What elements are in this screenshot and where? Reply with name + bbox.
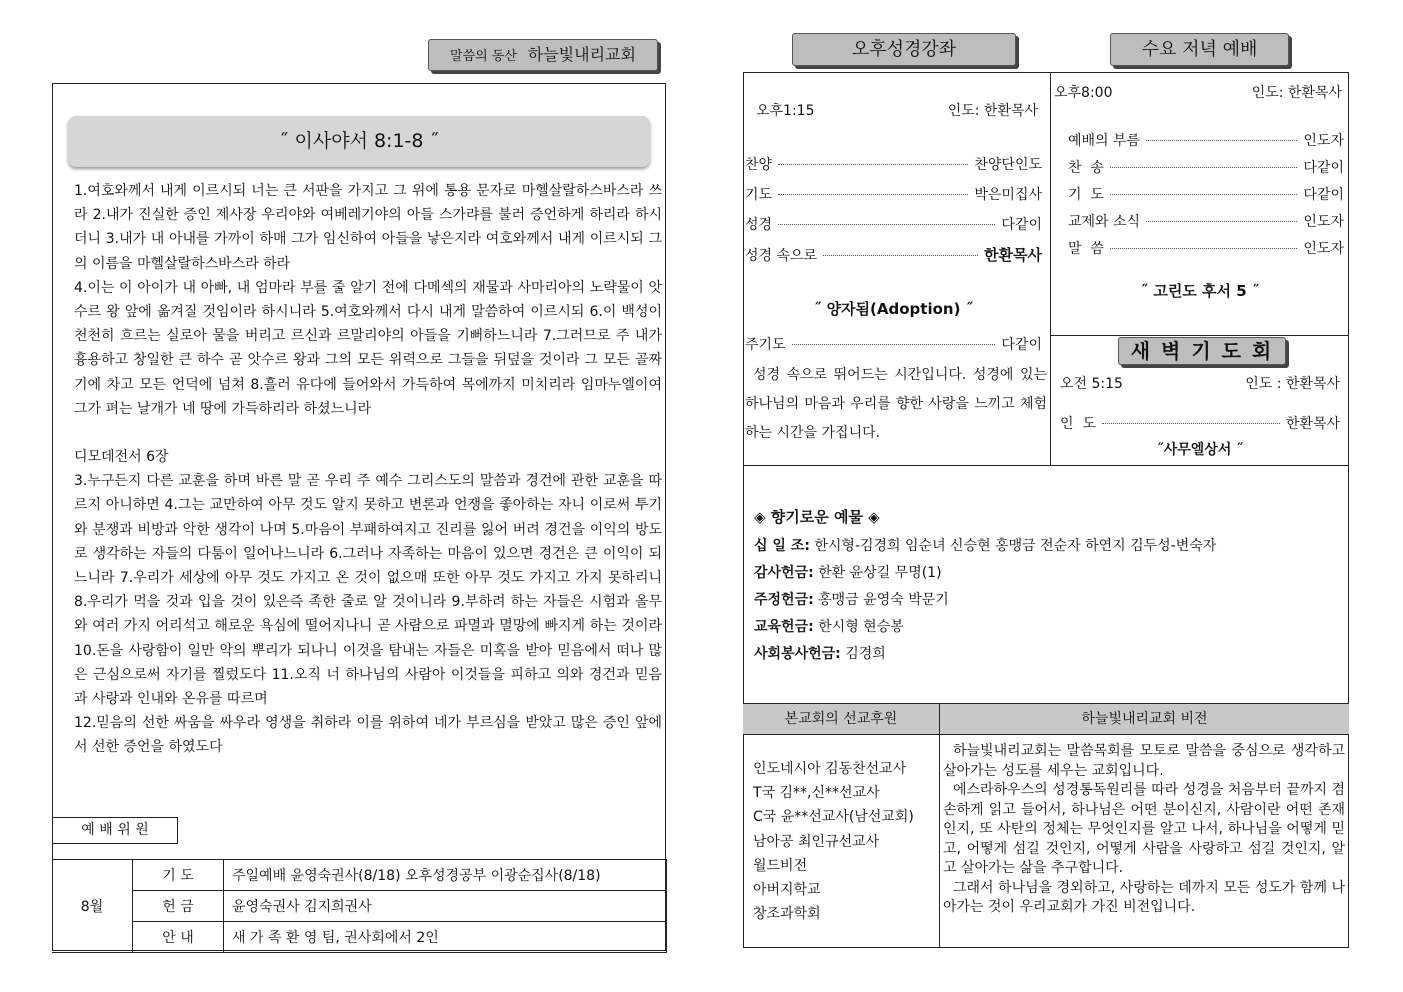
order-person: 다같이	[1303, 187, 1344, 203]
list-item	[754, 535, 1344, 562]
committee-value: 주일예배 윤영숙권사(8/18) 오후성경공부 이광순집사(8/18)	[224, 860, 667, 891]
dawn-time: 오전 5:15	[1060, 376, 1123, 392]
scripture-title-banner	[68, 116, 650, 167]
list-item: C국 윤**선교사(남선교회)	[753, 809, 914, 826]
order-person: 한환목사	[984, 246, 1042, 264]
order-item: 찬 송	[1068, 160, 1104, 176]
order-person: 인도자	[1303, 241, 1344, 257]
wednesday-topic: ˝ 고린도 후서 5 ˝	[1140, 282, 1260, 300]
wednesday-tag	[1110, 33, 1289, 66]
offering-heading: ◈ 향기로운 예물 ◈	[754, 508, 880, 526]
list-item: T국 김**,신**선교사	[753, 785, 880, 802]
afternoon-tag	[792, 33, 1016, 66]
offering-names: 한시형-김경희 임순녀 신승현 홍맹금 전순자 하연지 김두성-변숙자	[814, 538, 1217, 554]
offering-names: 김경희	[845, 646, 886, 662]
vision-paragraph: 하늘빛내리교회는 말씀목회를 모토로 말씀을 중심으로 생각하고 살아가는 성도를 세우는 교회입니다.	[943, 743, 1345, 779]
order-item: 찬양	[745, 157, 773, 173]
list-item: 아버지학교	[753, 882, 821, 899]
scripture-paragraph: 4.이는 이 아이가 내 아빠, 내 엄마라 부를 줄 알기 전에 다메섹의 재물과 사마리아의 노략물이 앗수르 왕 앞에 옮겨질 것임이라 하시니라 5.여호와께서 다시 내게 말씀하여 이르시되 6.이 백성이 천천히 흐르는 실로아 물을 버리고 르신과 르말리야의 아들을 기뻐하느니라 7.그러므로 주 내가 흉용하고 창일한 큰 하수 곧 앗수르 왕과 그의 모든 위력으로 그들을 뒤덮을 것이라 그 모든 골짜기에 차고 모든 언덕에 넘쳐 8.흘러 유다에 들어와서 가득하여 목에까지 미치리라 임마누엘이여 그가 펴는 날개가 네 땅에 가득하리라 하셨느니라	[74, 279, 662, 417]
order-row	[745, 214, 1042, 244]
scripture-title: ˝ 이사야서 8:1-8 ˝	[278, 130, 440, 152]
committee-role: 기 도	[133, 860, 224, 891]
dawn-tag	[1118, 337, 1286, 365]
order-item: 성경 속으로	[745, 248, 818, 264]
vision-paragraph: 그래서 하나님을 경외하고, 사랑하는 데까지 모든 성도가 함께 나아가는 것이 우리교회가 가진 비전입니다.	[943, 879, 1345, 915]
church-name: 하늘빛내리교회	[527, 45, 636, 64]
offering-names: 한시형 현승봉	[818, 619, 904, 635]
vision-text	[943, 742, 1345, 918]
wednesday-leader: 인도: 한환목사	[1251, 85, 1342, 101]
divider	[1050, 335, 1349, 336]
list-item	[754, 562, 1344, 589]
committee-label	[52, 817, 178, 844]
missions-heading: 본교회의 선교후원	[743, 704, 940, 734]
missions-vision-header	[743, 703, 1349, 735]
order-person: 다같이	[1001, 337, 1042, 353]
offering-label: 교육헌금:	[754, 619, 814, 635]
wednesday-time: 오후8:00	[1054, 85, 1113, 101]
scripture-text	[74, 179, 662, 760]
offering-names: 한환 윤상길 무명(1)	[818, 565, 942, 581]
divider	[1050, 72, 1051, 465]
order-item: 말 씀	[1068, 241, 1104, 257]
scripture-paragraph: 12.믿음의 선한 싸움을 싸우라 영생을 취하라 이를 위하여 네가 부르심을 받았고 많은 증인 앞에서 선한 증언을 하였도다	[74, 715, 662, 756]
order-row	[1068, 211, 1344, 238]
divider	[939, 734, 940, 948]
dawn-order-row	[1060, 413, 1340, 433]
offering-label: 십 일 조:	[754, 538, 810, 554]
wednesday-header	[1054, 82, 1342, 102]
afternoon-order	[745, 154, 1042, 274]
order-row	[1068, 157, 1344, 184]
order-item: 주기도	[745, 337, 786, 353]
committee-table	[52, 859, 667, 953]
committee-role: 헌 금	[133, 891, 224, 922]
afternoon-tag-text: 오후성경강좌	[851, 39, 957, 60]
offering-names: 홍맹금 윤영숙 박문기	[818, 592, 949, 608]
church-motto: 말씀의 동산	[450, 49, 517, 64]
vision-heading: 하늘빛내리교회 비전	[1081, 711, 1208, 727]
offering-label: 사회봉사헌금:	[754, 646, 841, 662]
scripture-paragraph: 3.누구든지 다른 교훈을 하며 바른 말 곧 우리 주 예수 그리스도의 말씀과 경건에 관한 교훈을 따르지 아니하면 4.그는 교만하여 아무 것도 알지 못하고 변론과 언쟁을 좋아하는 자니 이로써 투기와 분쟁과 비방과 악한 생각이 나며 5.마음이 부패하여지고 진리를 잃어 버려 경건을 이익의 방도로 생각하는 자들의 다툼이 일어나느니라 6.그러나 자족하는 마음이 있으면 경건은 큰 이익이 되느니라 7.우리가 세상에 아무 것도 가지고 온 것이 없으매 또한 아무 것도 가지고 가지 못하리니 8.우리가 먹을 것과 입을 것이 있은즉 족한 줄로 알 것이니라 9.부하려 하는 자들은 시험과 올무와 여러 가지 어리석고 해로운 욕심에 떨어지나니 곧 사람으로 파멸과 멸망에 빠지게 하는 것이라 10.돈을 사랑함이 일만 악의 뿌리가 되나니 이것을 탐내는 자들은 미혹을 받아 믿음에서 떠나 많은 근심으로써 자기를 찔렀도다 11.오직 너 하나님의 사람아 이것들을 피하고 의와 경건과 믿음과 사랑과 인내와 온유를 따르며	[74, 473, 662, 708]
order-row	[1068, 238, 1344, 265]
order-person: 박은미집사	[974, 187, 1042, 203]
list-item: 창조과학회	[753, 906, 821, 923]
divider	[743, 465, 1349, 466]
offering-list	[754, 535, 1344, 670]
list-item	[754, 589, 1344, 616]
wednesday-tag-text: 수요 저녁 예배	[1141, 39, 1258, 60]
dawn-topic: ˝사무엘상서 ˝	[1156, 442, 1244, 458]
offering-label: 주정헌금:	[754, 592, 814, 608]
afternoon-description: 성경 속으로 뛰어드는 시간입니다. 성경에 있는 하나님의 마음과 우리를 향한 사랑을 느끼고 체험하는 시간을 가집니다.	[745, 367, 1047, 441]
afternoon-time: 오후1:15	[756, 103, 815, 119]
church-name-tag	[428, 39, 658, 71]
list-item: 인도네시아 김동찬선교사	[753, 761, 907, 777]
dawn-header	[1060, 373, 1340, 393]
order-row	[745, 154, 1042, 184]
order-person: 인도자	[1303, 133, 1344, 149]
list-item: 월드비전	[753, 857, 808, 874]
order-person: 다같이	[1001, 217, 1042, 233]
afternoon-prayer-row	[745, 334, 1042, 354]
order-item: 기 도	[1068, 187, 1104, 203]
order-row	[1068, 184, 1344, 211]
order-item: 기도	[745, 187, 773, 203]
list-item: 남아공 최인규선교사	[753, 833, 880, 850]
order-item: 교제와 소식	[1068, 214, 1141, 230]
vision-paragraph: 에스라하우스의 성경통독원리를 따라 성경을 처음부터 끝까지 겸손하게 읽고 들어서, 하나님은 어떤 분이신지, 사람이란 어떤 존재인지, 또 사탄의 정체는 무엇인지를 알고 나서, 하나님을 어떻게 믿고, 어떻게 섬길 것인지, 어떻게 사람을 사랑하고 섬길 것인지, 알고 살아가는 삶을 추구합니다.	[943, 782, 1345, 876]
order-person: 인도자	[1303, 214, 1344, 230]
missions-list	[753, 757, 939, 926]
table-row	[52, 891, 667, 922]
offering-label: 감사헌금:	[754, 565, 814, 581]
order-row	[1068, 130, 1344, 157]
dawn-tag-text: 새 벽 기 도 회	[1130, 339, 1274, 363]
order-person: 한환목사	[1285, 416, 1340, 432]
order-item: 인 도	[1060, 416, 1096, 432]
committee-value: 윤영숙권사 김지희권사	[224, 891, 667, 922]
scripture-paragraph: 1.여호와께서 내게 이르시되 너는 큰 서판을 가지고 그 위에 통용 문자로 마헬살랄하스바스라 쓰라 2.내가 진실한 증인 제사장 우리야와 여베레기야의 아들 스가랴를 불러 증언하게 하리라 하시더니 3.내가 내 아내를 가까이 하매 그가 임신하여 아들을 낳은지라 여호와께서 내게 이르시되 그의 이름을 마헬살랄하스바스라 하라	[74, 183, 662, 272]
committee-value: 새 가 족 환 영 팀, 권사회에서 2인	[224, 922, 667, 953]
table-row	[52, 922, 667, 953]
order-row	[745, 184, 1042, 214]
committee-month: 8월	[52, 860, 133, 953]
order-item: 예배의 부름	[1068, 133, 1141, 149]
scripture2-heading: 디모데전서 6장	[74, 449, 169, 466]
afternoon-topic: ˝ 양자됨(Adoption) ˝	[813, 300, 974, 318]
list-item	[754, 616, 1344, 643]
afternoon-leader: 인도: 한환목사	[947, 103, 1038, 119]
dawn-leader: 인도 : 한환목사	[1245, 376, 1340, 392]
table-row	[52, 860, 667, 891]
committee-role: 안 내	[133, 922, 224, 953]
wednesday-order	[1068, 130, 1344, 265]
order-person: 찬양단인도	[974, 157, 1042, 173]
list-item	[754, 643, 1344, 670]
order-person: 다같이	[1303, 160, 1344, 176]
committee-label-text: 예 배 위 원	[81, 822, 149, 838]
order-item: 성경	[745, 217, 773, 233]
order-row	[745, 244, 1042, 274]
afternoon-header	[756, 100, 1038, 120]
